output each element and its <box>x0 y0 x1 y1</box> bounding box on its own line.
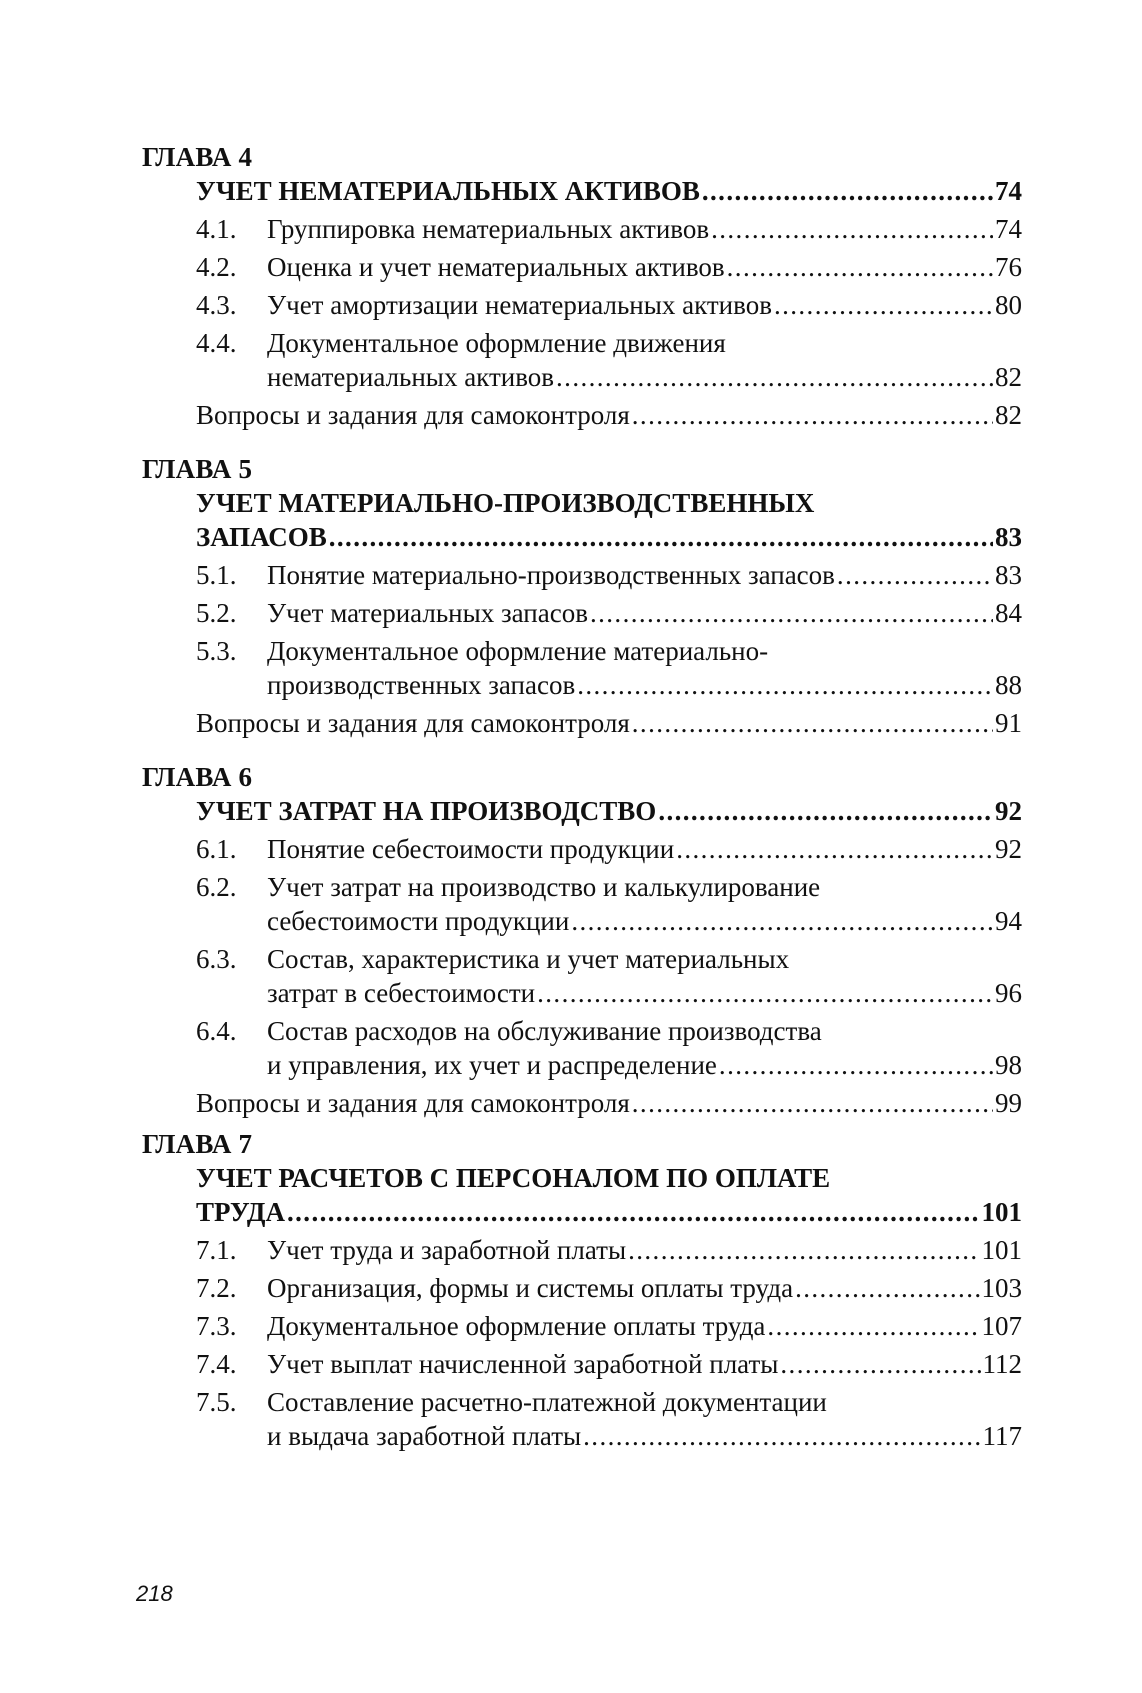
questions-text: Вопросы и задания для самоконтроля <box>196 1088 630 1118</box>
questions-page: 91 <box>995 708 1022 738</box>
chapter-label: ГЛАВА 6 <box>142 762 253 792</box>
section-title-line <box>267 558 1022 592</box>
section-body <box>267 870 1022 938</box>
questions-text: Вопросы и задания для самоконтроля <box>196 708 630 738</box>
toc-entry[interactable] <box>196 634 1022 702</box>
section-number: 7.4. <box>196 1349 237 1379</box>
chapter-block <box>142 1127 1022 1453</box>
section-title-text: и выдача заработной платы <box>267 1421 582 1451</box>
chapter-title-page: 101 <box>981 1197 1022 1227</box>
toc-entry[interactable] <box>196 1014 1022 1082</box>
section-number: 6.1. <box>196 834 237 864</box>
section-title-page: 80 <box>995 290 1022 320</box>
section-title-line <box>267 1271 1022 1305</box>
dot-leader <box>727 250 993 284</box>
toc-entry[interactable] <box>196 596 1022 630</box>
section-title-text: Оценка и учет нематериальных активов <box>267 252 725 282</box>
section-title-page: 76 <box>995 252 1022 282</box>
section-title-line: Состав, характеристика и учет материальных <box>267 944 790 974</box>
section-title-page: 96 <box>995 978 1022 1008</box>
chapter-title-page: 83 <box>995 522 1022 552</box>
dot-leader <box>658 794 993 828</box>
section-body <box>267 250 1022 284</box>
section-body <box>267 634 1022 702</box>
chapter-title[interactable] <box>196 1161 1022 1229</box>
chapter-block <box>142 452 1022 740</box>
section-title-text: Учет амортизации нематериальных активов <box>267 290 772 320</box>
dot-leader <box>702 174 993 208</box>
section-title-line <box>267 1233 1022 1267</box>
dot-leader <box>329 520 993 554</box>
section-title-line <box>267 832 1022 866</box>
section-title-line <box>267 596 1022 630</box>
section-number: 5.1. <box>196 560 237 590</box>
section-number: 5.2. <box>196 598 237 628</box>
section-number: 6.3. <box>196 944 237 974</box>
chapter-label: ГЛАВА 5 <box>142 454 253 484</box>
toc-entry[interactable] <box>196 1309 1022 1343</box>
section-title-line <box>267 1309 1022 1343</box>
toc-entry[interactable] <box>196 558 1022 592</box>
section-title-line: Учет затрат на производство и калькулирование <box>267 872 821 902</box>
section-body <box>267 1385 1022 1453</box>
section-body <box>267 832 1022 866</box>
section-number: 4.3. <box>196 290 237 320</box>
section-body <box>267 1347 1022 1381</box>
section-title-line: Состав расходов на обслуживание производства <box>267 1016 822 1046</box>
section-title-line <box>267 250 1022 284</box>
section-title-text: Документальное оформление оплаты труда <box>267 1311 766 1341</box>
section-title-page: 94 <box>995 906 1022 936</box>
section-title-page: 82 <box>995 362 1022 392</box>
chapter-title[interactable] <box>196 486 1022 554</box>
section-body <box>267 1233 1022 1267</box>
section-number: 6.4. <box>196 1016 237 1046</box>
questions-entry[interactable] <box>196 1086 1022 1120</box>
questions-text: Вопросы и задания для самоконтроля <box>196 400 630 430</box>
dot-leader <box>632 398 993 432</box>
chapter-title-text: ЗАПАСОВ <box>196 522 327 552</box>
chapter-title-line: УЧЕТ РАСЧЕТОВ С ПЕРСОНАЛОМ ПО ОПЛАТЕ <box>196 1163 831 1193</box>
chapter-title-line: УЧЕТ МАТЕРИАЛЬНО-ПРОИЗВОДСТВЕННЫХ <box>196 488 815 518</box>
dot-leader <box>780 1347 980 1381</box>
chapter-title-page: 74 <box>995 176 1022 206</box>
section-number: 7.2. <box>196 1273 237 1303</box>
section-body <box>267 1014 1022 1082</box>
chapter-title-text: ТРУДА <box>196 1197 285 1227</box>
section-title-line <box>267 904 1022 938</box>
dot-leader <box>795 1271 979 1305</box>
section-title-line <box>267 360 1022 394</box>
dot-leader <box>711 212 993 246</box>
toc-entry[interactable] <box>196 870 1022 938</box>
section-title-line: Документальное оформление движения <box>267 328 726 358</box>
toc-entry[interactable] <box>196 326 1022 394</box>
dot-leader <box>590 596 993 630</box>
section-number: 6.2. <box>196 872 237 902</box>
questions-entry[interactable] <box>196 706 1022 740</box>
toc-entry[interactable] <box>196 250 1022 284</box>
section-title-page: 101 <box>981 1235 1022 1265</box>
toc-entry[interactable] <box>196 288 1022 322</box>
section-title-text: Понятие материально-производственных запасов <box>267 560 835 590</box>
section-title-line <box>267 288 1022 322</box>
section-number: 7.1. <box>196 1235 237 1265</box>
chapter-label: ГЛАВА 4 <box>142 142 253 172</box>
dot-leader <box>837 558 993 592</box>
section-body <box>267 326 1022 394</box>
dot-leader <box>571 904 993 938</box>
section-title-text: себестоимости продукции <box>267 906 570 936</box>
section-title-page: 83 <box>995 560 1022 590</box>
section-title-text: нематериальных активов <box>267 362 555 392</box>
section-number: 7.3. <box>196 1311 237 1341</box>
chapter-label: ГЛАВА 7 <box>142 1129 253 1159</box>
section-title-text: Учет материальных запасов <box>267 598 588 628</box>
toc-entry[interactable] <box>196 942 1022 1010</box>
section-number: 7.5. <box>196 1387 237 1417</box>
section-number: 4.2. <box>196 252 237 282</box>
dot-leader <box>719 1048 993 1082</box>
section-title-page: 107 <box>981 1311 1022 1341</box>
chapter-title[interactable] <box>196 794 1022 828</box>
dot-leader <box>628 1233 979 1267</box>
section-title-page: 88 <box>995 670 1022 700</box>
questions-line <box>196 706 1022 740</box>
page-number: 218 <box>136 1581 173 1606</box>
section-title-text: производственных запасов <box>267 670 576 700</box>
section-body <box>267 558 1022 592</box>
section-body <box>267 212 1022 246</box>
chapter-title-line <box>196 1195 1022 1229</box>
toc-entry[interactable] <box>196 1233 1022 1267</box>
questions-page: 82 <box>995 400 1022 430</box>
section-number: 5.3. <box>196 636 237 666</box>
section-body <box>267 596 1022 630</box>
section-title-text: затрат в себестоимости <box>267 978 536 1008</box>
toc-entry[interactable] <box>196 1385 1022 1453</box>
dot-leader <box>556 360 993 394</box>
dot-leader <box>537 976 993 1010</box>
chapter-title-line <box>196 794 1022 828</box>
section-title-text: Учет выплат начисленной заработной платы <box>267 1349 779 1379</box>
section-title-page: 74 <box>995 214 1022 244</box>
section-number: 4.1. <box>196 214 237 244</box>
section-title-line <box>267 1419 1022 1453</box>
toc-entry[interactable] <box>196 212 1022 246</box>
section-title-page: 84 <box>995 598 1022 628</box>
toc-entry[interactable] <box>196 832 1022 866</box>
dot-leader <box>577 668 993 702</box>
section-title-line <box>267 976 1022 1010</box>
section-title-line: Составление расчетно-платежной документации <box>267 1387 827 1417</box>
chapter-title-text: УЧЕТ НЕМАТЕРИАЛЬНЫХ АКТИВОВ <box>196 176 700 206</box>
section-title-page: 112 <box>982 1349 1022 1379</box>
section-body <box>267 1309 1022 1343</box>
questions-entry[interactable] <box>196 398 1022 432</box>
section-title-line <box>267 668 1022 702</box>
questions-page: 99 <box>995 1088 1022 1118</box>
section-title-text: Группировка нематериальных активов <box>267 214 710 244</box>
dot-leader <box>287 1195 980 1229</box>
chapter-block <box>142 140 1022 432</box>
section-title-line <box>267 1048 1022 1082</box>
toc-entry[interactable] <box>196 1271 1022 1305</box>
section-title-text: Организация, формы и системы оплаты труда <box>267 1273 794 1303</box>
chapter-title-line <box>196 174 1022 208</box>
chapter-block <box>142 760 1022 1120</box>
section-title-page: 98 <box>995 1050 1022 1080</box>
dot-leader <box>676 832 993 866</box>
dot-leader <box>767 1309 979 1343</box>
chapter-title-text: УЧЕТ ЗАТРАТ НА ПРОИЗВОДСТВО <box>196 796 657 826</box>
dot-leader <box>774 288 993 322</box>
dot-leader <box>632 1086 993 1120</box>
section-title-text: и управления, их учет и распределение <box>267 1050 717 1080</box>
section-title-line <box>267 1347 1022 1381</box>
section-title-text: Учет труда и заработной платы <box>267 1235 627 1265</box>
section-number: 4.4. <box>196 328 237 358</box>
section-body <box>267 942 1022 1010</box>
chapter-title-line <box>196 520 1022 554</box>
section-title-line <box>267 212 1022 246</box>
section-body <box>267 288 1022 322</box>
section-title-page: 103 <box>981 1273 1022 1303</box>
section-title-text: Понятие себестоимости продукции <box>267 834 675 864</box>
section-title-page: 117 <box>982 1421 1022 1451</box>
section-body <box>267 1271 1022 1305</box>
dot-leader <box>583 1419 980 1453</box>
section-title-page: 92 <box>995 834 1022 864</box>
chapter-title[interactable] <box>196 174 1022 208</box>
section-title-line: Документальное оформление материально- <box>267 636 769 666</box>
questions-line <box>196 1086 1022 1120</box>
dot-leader <box>632 706 993 740</box>
toc-entry[interactable] <box>196 1347 1022 1381</box>
questions-line <box>196 398 1022 432</box>
chapter-title-page: 92 <box>995 796 1022 826</box>
